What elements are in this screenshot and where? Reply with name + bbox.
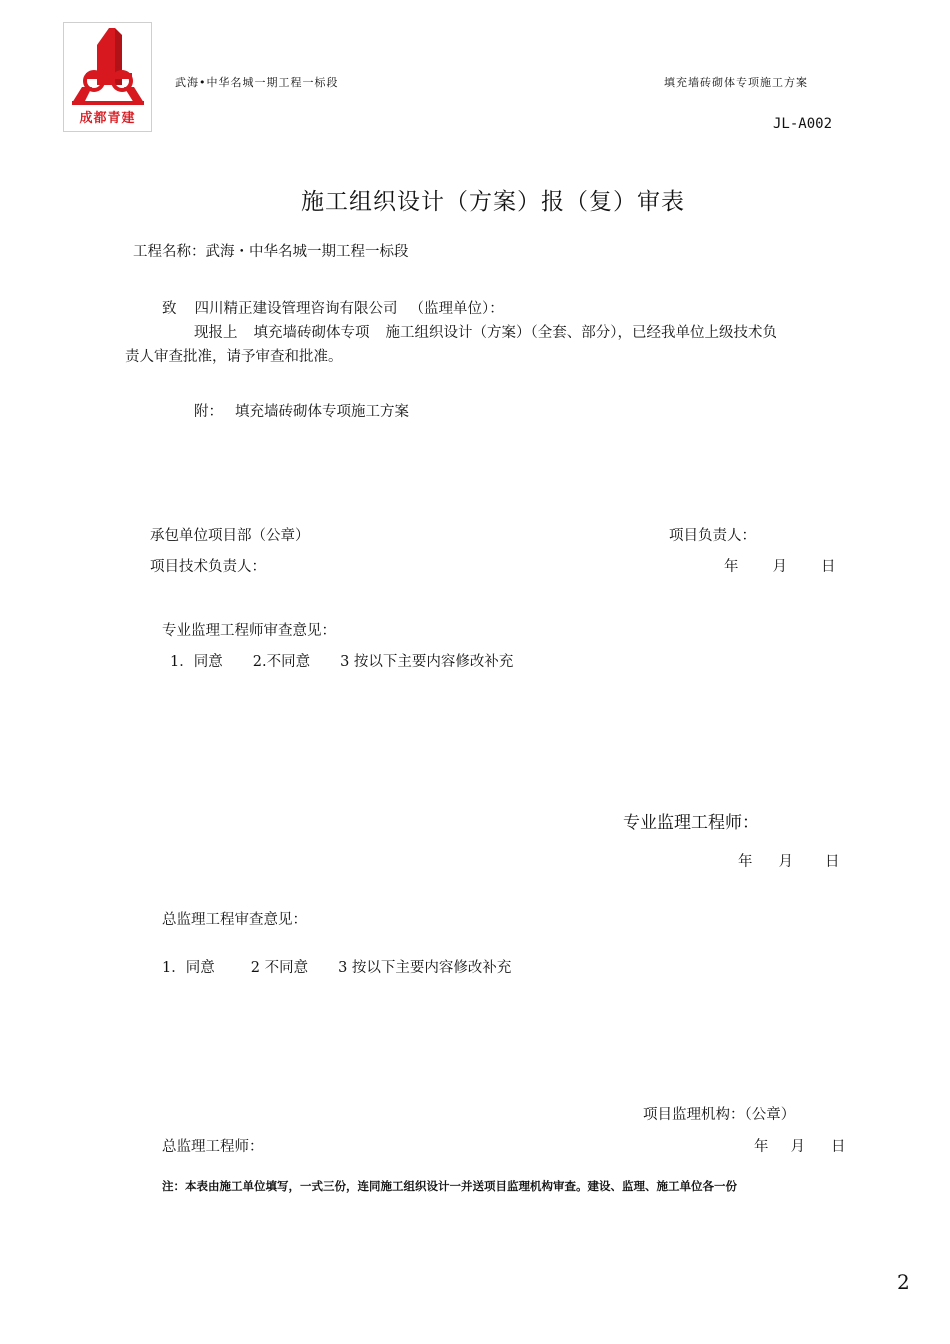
body-line-1	[194, 321, 777, 342]
body-line-2: 责人审查批准，请予审查和批准。	[125, 349, 343, 365]
date-day: 日	[825, 854, 840, 870]
page-number: 2	[897, 1270, 910, 1294]
date-year: 年	[754, 1139, 769, 1155]
building-logo-icon	[64, 23, 151, 109]
contractor-date	[724, 555, 836, 576]
logo-text: 成都青建	[79, 111, 136, 126]
date-year: 年	[738, 854, 753, 870]
form-code: JL-A002	[773, 116, 833, 132]
date-year: 年	[724, 559, 739, 575]
footnote-prefix: 注：	[162, 1179, 185, 1193]
body-text-b: 填充墙砖砌体专项	[253, 325, 370, 341]
project-manager-label: 项目负责人：	[669, 528, 756, 544]
attachment-value: 填充墙砖砌体专项施工方案	[235, 404, 409, 420]
body-text-a: 现报上	[194, 325, 238, 341]
date-month: 月	[772, 559, 787, 575]
specialist-engineer-label: 专业监理工程师：	[623, 813, 759, 833]
header-project-name: 武海•中华名城一期工程一标段	[175, 76, 339, 89]
specialist-option-agree: 1．同意	[170, 654, 223, 670]
project-name-value: 武海・中华名城一期工程一标段	[205, 244, 409, 260]
chief-date	[754, 1135, 846, 1156]
specialist-option-revise: 3 按以下主要内容修改补充	[340, 654, 514, 670]
addressee-role: （监理单位）：	[409, 301, 504, 317]
addressee-line	[162, 297, 504, 318]
chief-option-agree: 1．同意	[162, 960, 215, 976]
chief-review-label: 总监理工程审查意见：	[162, 912, 307, 928]
date-day: 日	[831, 1139, 846, 1155]
attachment-label: 附：	[194, 404, 223, 420]
body-text-c: 施工组织设计（方案）（全套、部分），已经我单位上级技术负	[385, 325, 777, 341]
footnote	[162, 1178, 737, 1194]
date-month: 月	[790, 1139, 805, 1155]
specialist-option-disagree: 2.不同意	[252, 654, 311, 670]
specialist-review-options	[170, 650, 513, 671]
chief-option-disagree: 2 不同意	[250, 960, 309, 976]
supervision-org-label: 项目监理机构：（公章）	[643, 1107, 796, 1123]
chief-review-options	[162, 956, 511, 977]
header-document-name: 填充墙砖砌体专项施工方案	[664, 76, 808, 89]
tech-lead-label: 项目技术负责人：	[150, 559, 266, 575]
page-title: 施工组织设计（方案）报（复）审表	[301, 189, 685, 215]
date-month: 月	[778, 854, 793, 870]
attachment-line	[194, 400, 409, 421]
footnote-text: 本表由施工单位填写，一式三份，连同施工组织设计一并送项目监理机构审查。建设、监理、施工单位各一份	[185, 1179, 737, 1193]
date-day: 日	[821, 559, 836, 575]
supervisor-company: 四川精正建设管理咨询有限公司	[194, 301, 398, 317]
specialist-date	[738, 850, 840, 871]
chief-engineer-label: 总监理工程师：	[162, 1139, 264, 1155]
project-name-line	[133, 240, 409, 261]
addressee-prefix: 致	[162, 301, 177, 317]
contractor-dept: 承包单位项目部（公章）	[150, 528, 310, 544]
company-logo	[63, 22, 152, 132]
specialist-review-label: 专业监理工程师审查意见：	[162, 623, 336, 639]
project-name-label: 工程名称：	[133, 244, 206, 260]
chief-option-revise: 3 按以下主要内容修改补充	[338, 960, 512, 976]
